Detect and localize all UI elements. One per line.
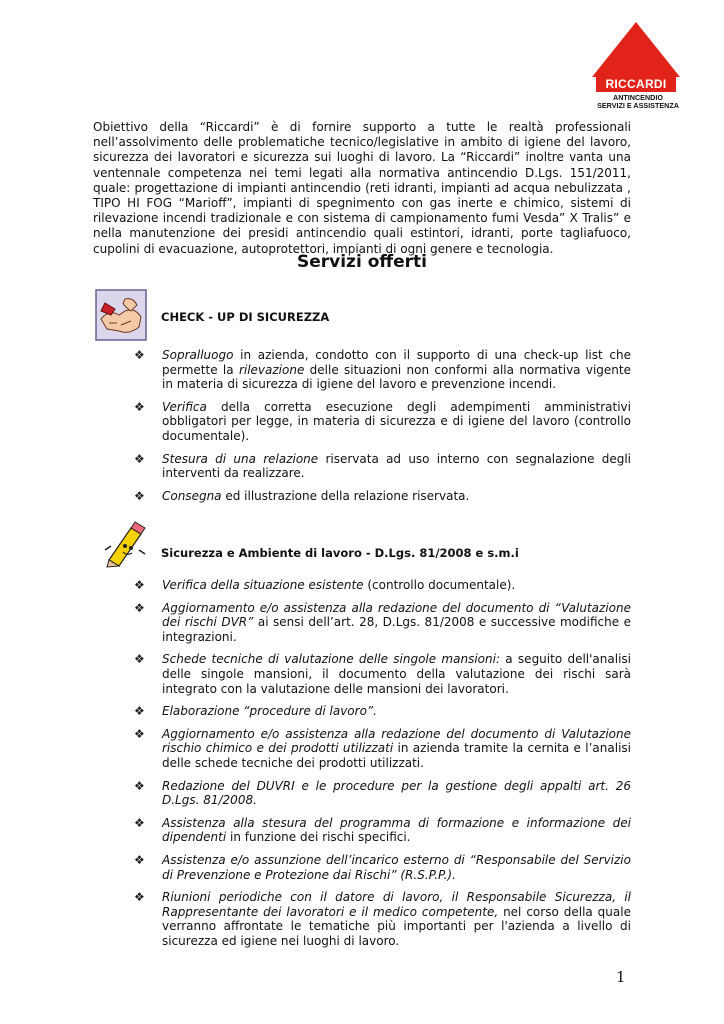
section-checkup-title: CHECK - UP DI SICUREZZA [161,310,330,324]
pencil-clipart-icon [101,520,149,568]
list-item: ❖ Riunioni periodiche con il datore di lavoro, il Responsabile Sicurezza, il Rappresentante dei lavoratori e il medico competente, nel corso della quale verranno affrontate le tematiche più importanti per l'azienda a livello di sicurezza ed igiene nei luoghi di lavoro. [134,890,631,948]
logo-line2: SERVIZI E ASSISTENZA [597,101,679,110]
diamond-bullet-icon: ❖ [134,488,145,503]
page-title: Servizi offerti [296,252,428,272]
list-item: ❖ Schede tecniche di valutazione delle singole mansioni: a seguito dell'analisi delle singole mansioni, il documento della valutazione dei rischi sarà integrato con la valutazione delle mansioni dei lavoratori. [134,652,631,696]
diamond-bullet-icon: ❖ [134,852,145,867]
diamond-bullet-icon: ❖ [134,890,145,905]
list-item: ❖ Consegna ed illustrazione della relazione riservata. [134,488,470,503]
diamond-bullet-icon: ❖ [134,578,145,592]
logo-line1: ANTINCENDIO [613,93,663,102]
intro-paragraph: Obiettivo della “Riccardi” è di fornire supporto a tutte le realtà professionali nell’assolvimento delle problematiche tecnico/legislative in ambito di igiene del lavoro, sicurezza dei lavoratori e sicurezza sui luoghi di lavoro. La “Riccardi” inoltre vanta una ventennale competenza nei temi legati alla normativa antincendio D.Lgs. 151/2011, quale: progettazione di impianti antincendio (reti idranti, impianti ad acqua nebulizzata , TIPO HI FOG “Marioff”, impianti di spegnimento con gas inerte e chimico, sistemi di rilevazione incendi tradizionale e con sistema di campionamento fumi Vesda” X Tralis” e nella manutenzione dei presidi antincendio quali estintori, idranti, porte tagliafuoco, cupolini di evacuazione, autoprotettori, impianti di ogni genere e tecnologia. [93,120,631,256]
checkup-list [0,348,724,511]
diamond-bullet-icon: ❖ [134,399,145,414]
list-item: ❖ Assistenza alla stesura del programma di formazione e informazione dei dipendenti in funzione dei rischi specifici. [134,815,631,845]
diamond-bullet-icon: ❖ [134,600,145,615]
list-item: ❖ Verifica della situazione esistente (controllo documentale). [134,578,516,592]
list-item: ❖ Assistenza e/o assunzione dell’incarico esterno di “Responsabile del Servizio di Prevenzione e Protezione dai Rischi” (R.S.P.P.). [134,852,631,882]
list-item: ❖ Stesura di una relazione riservata ad uso interno con segnalazione degli interventi da realizzare. [134,451,632,481]
diamond-bullet-icon: ❖ [134,652,145,667]
list-item: ❖ Elaborazione “procedure di lavoro”. [134,704,377,719]
logo-brand-text: RICCARDI [596,77,676,92]
company-logo [592,20,688,112]
diamond-bullet-icon: ❖ [134,704,145,719]
list-item: ❖ Aggiornamento e/o assistenza alla redazione del documento di “Valutazione dei rischi DVR” ai sensi dell’art. 28, D.Lgs. 81/2008 e successive modifiche e integrazioni. [134,600,631,644]
diamond-bullet-icon: ❖ [134,815,145,830]
section-safety-title: Sicurezza e Ambiente di lavoro - D.Lgs. 81/2008 e s.m.i [161,546,519,560]
handshake-clipart-icon [95,289,147,341]
page-number: 1 [616,968,626,986]
diamond-bullet-icon: ❖ [134,348,145,362]
list-item: ❖ Verifica della corretta esecuzione degli adempimenti amministrativi obbligatori per legge, in materia di sicurezza e di igiene del lavoro (controllo documentale). [134,399,631,443]
diamond-bullet-icon: ❖ [134,451,145,466]
safety-list [0,578,724,956]
list-item: ❖ Sopralluogo in azienda, condotto con il supporto di una check-up list che permette la rilevazione delle situazioni non conformi alla normativa vigente in materia di sicurezza di igiene del lavoro e prevenzione incendi. [134,348,631,392]
diamond-bullet-icon: ❖ [134,726,145,741]
list-item: ❖ Redazione del DUVRI e le procedure per la gestione degli appalti art. 26 D.Lgs. 81/2008. [134,778,631,808]
diamond-bullet-icon: ❖ [134,778,145,793]
list-item: ❖ Aggiornamento e/o assistenza alla redazione del documento di Valutazione rischio chimico e dei prodotti utilizzati in azienda tramite la cernita e l’analisi delle schede tecniche dei prodotti utilizzati. [134,726,631,770]
